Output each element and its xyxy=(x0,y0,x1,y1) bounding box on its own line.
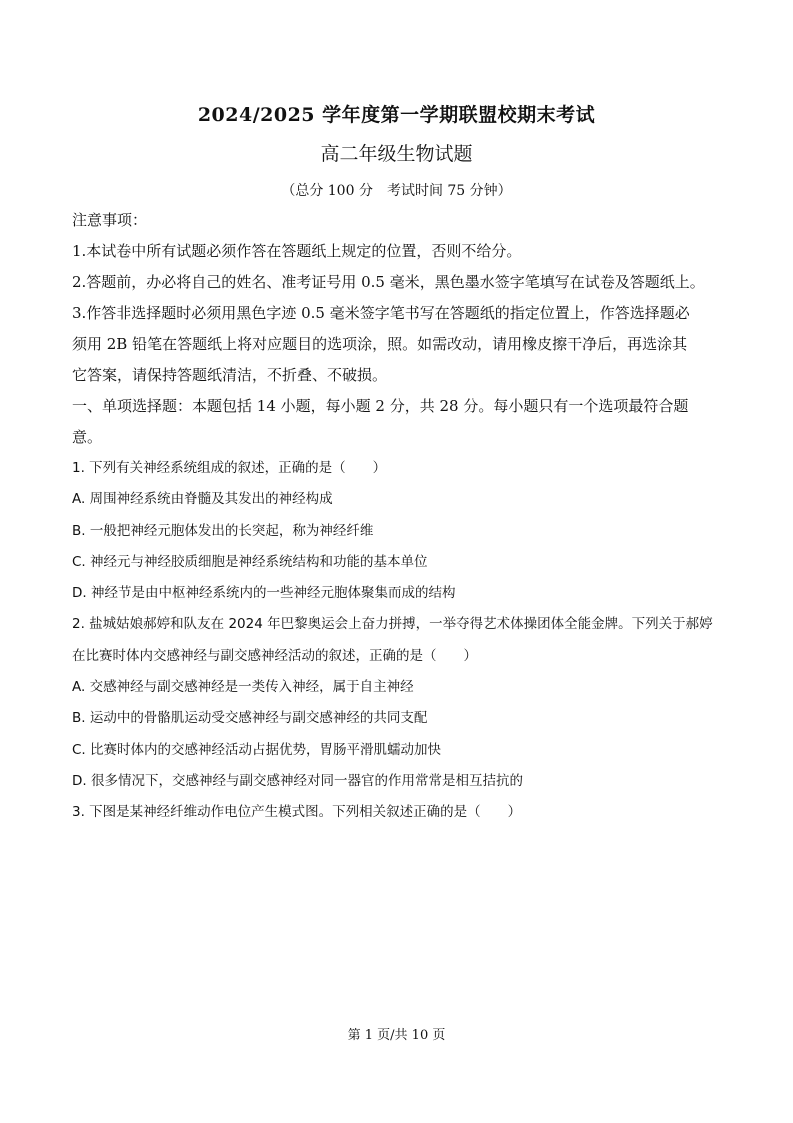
exam-content xyxy=(72,205,724,829)
question-2-option-b: B. 运动中的骨骼肌运动受交感神经与副交感神经的共同支配 xyxy=(72,710,428,727)
notice-item-3-line-3: 它答案，请保持答题纸清洁，不折叠、不破损。 xyxy=(72,366,388,384)
question-2-stem-line-1: 2. 盐城姑娘郝婷和队友在 2024 年巴黎奥运会上奋力拼搏，一举夺得艺术体操团体全能金牌。下列关于郝婷 xyxy=(72,616,713,633)
section-heading-line-2: 意。 xyxy=(72,428,103,446)
notice-item-3-line-2: 须用 2B 铅笔在答题纸上将对应题目的选项涂，照。如需改动，请用橡皮擦干净后，再选涂其 xyxy=(72,335,688,353)
exam-title: 2024/2025 学年度第一学期联盟校期末考试 xyxy=(197,104,596,126)
page-number: 第 1 页/共 10 页 xyxy=(347,1028,446,1043)
question-2-option-c: C. 比赛时体内的交感神经活动占据优势，胃肠平滑肌蠕动加快 xyxy=(72,741,442,758)
question-1-option-b: B. 一般把神经元胞体发出的长突起，称为神经纤维 xyxy=(72,522,374,539)
exam-info: （总分 100 分 考试时间 75 分钟） xyxy=(281,183,512,199)
question-2-option-d: D. 很多情况下，交感神经与副交感神经对同一器官的作用常常是相互拮抗的 xyxy=(72,772,523,789)
notice-heading: 注意事项： xyxy=(72,211,148,229)
question-1-option-d: D. 神经节是由中枢神经系统内的一些神经元胞体聚集而成的结构 xyxy=(72,585,456,602)
question-1-option-c: C. 神经元与神经胶质细胞是神经系统结构和功能的基本单位 xyxy=(72,553,428,570)
notice-item-2: 2.答题前，办必将自己的姓名、准考证号用 0.5 毫米，黑色墨水签字笔填写在试卷及答题纸上。 xyxy=(72,273,705,291)
question-2-stem-line-2: 在比赛时体内交感神经与副交感神经活动的叙述，正确的是（ ） xyxy=(72,647,477,664)
subject-title: 高二年级生物试题 xyxy=(320,143,473,165)
notice-item-3-line-1: 3.作答非选择题时必须用黑色字迹 0.5 毫米签字笔书写在答题纸的指定位置上，作答选择题必 xyxy=(72,304,690,322)
question-1-stem: 1. 下列有关神经系统组成的叙述，正确的是（ ） xyxy=(72,460,387,476)
question-2-option-a: A. 交感神经与副交感神经是一类传入神经，属于自主神经 xyxy=(72,679,414,696)
section-heading-line-1: 一、单项选择题：本题包括 14 小题，每小题 2 分，共 28 分。每小题只有一个选项最符合题 xyxy=(72,397,689,415)
notice-item-1: 1.本试卷中所有试题必须作答在答题纸上规定的位置，否则不给分。 xyxy=(72,242,522,260)
question-1-option-a: A. 周围神经系统由脊髓及其发出的神经构成 xyxy=(72,491,333,508)
question-3-stem: 3. 下图是某神经纤维动作电位产生模式图。下列相关叙述正确的是（ ） xyxy=(72,804,522,821)
